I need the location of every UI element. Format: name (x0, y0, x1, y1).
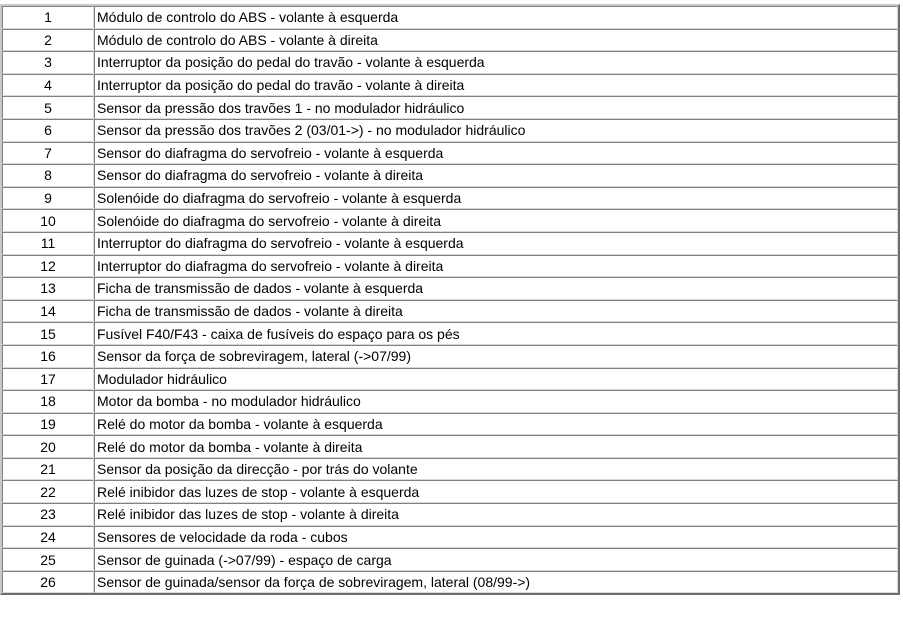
row-description: Interruptor da posição do pedal do travão - volante à esquerda (94, 51, 898, 74)
row-number: 1 (2, 6, 94, 29)
table-row (2, 164, 898, 187)
row-number: 3 (2, 51, 94, 74)
row-description: Interruptor do diafragma do servofreio - volante à direita (94, 255, 898, 278)
row-number: 6 (2, 119, 94, 142)
row-description: Interruptor da posição do pedal do travão - volante à direita (94, 74, 898, 97)
row-number: 21 (2, 458, 94, 481)
table-row (2, 29, 898, 52)
row-description: Relé inibidor das luzes de stop - volante à direita (94, 503, 898, 526)
row-number: 14 (2, 300, 94, 323)
row-description: Interruptor do diafragma do servofreio - volante à esquerda (94, 232, 898, 255)
row-description: Relé inibidor das luzes de stop - volante à esquerda (94, 480, 898, 503)
row-number: 15 (2, 322, 94, 345)
table-row (2, 322, 898, 345)
row-description: Modulador hidráulico (94, 368, 898, 391)
row-description: Solenóide do diafragma do servofreio - volante à esquerda (94, 187, 898, 210)
table-row (2, 277, 898, 300)
table-row (2, 232, 898, 255)
row-description: Sensor da posição da direcção - por trás do volante (94, 458, 898, 481)
row-number: 10 (2, 209, 94, 232)
table-row (2, 187, 898, 210)
row-description: Relé do motor da bomba - volante à direita (94, 435, 898, 458)
row-description: Sensor do diafragma do servofreio - volante à esquerda (94, 142, 898, 165)
table-row (2, 458, 898, 481)
row-number: 8 (2, 164, 94, 187)
row-description: Sensor de guinada (->07/99) - espaço de carga (94, 548, 898, 571)
table-row (2, 503, 898, 526)
row-description: Motor da bomba - no modulador hidráulico (94, 390, 898, 413)
row-number: 16 (2, 345, 94, 368)
table-row (2, 96, 898, 119)
row-number: 7 (2, 142, 94, 165)
component-legend-table (0, 4, 900, 595)
row-description: Sensor de guinada/sensor da força de sobreviragem, lateral (08/99->) (94, 571, 898, 594)
row-number: 2 (2, 29, 94, 52)
table-row (2, 142, 898, 165)
table-row (2, 300, 898, 323)
table-row (2, 548, 898, 571)
row-description: Sensor da pressão dos travões 1 - no modulador hidráulico (94, 96, 898, 119)
row-description: Fusível F40/F43 - caixa de fusíveis do espaço para os pés (94, 322, 898, 345)
table-row (2, 368, 898, 391)
row-number: 20 (2, 435, 94, 458)
row-description: Ficha de transmissão de dados - volante à direita (94, 300, 898, 323)
row-description: Ficha de transmissão de dados - volante à esquerda (94, 277, 898, 300)
row-number: 9 (2, 187, 94, 210)
row-description: Sensor do diafragma do servofreio - volante à direita (94, 164, 898, 187)
row-number: 24 (2, 526, 94, 549)
row-number: 12 (2, 255, 94, 278)
row-number: 11 (2, 232, 94, 255)
legend-table-body (2, 6, 898, 593)
row-number: 26 (2, 571, 94, 594)
table-row (2, 345, 898, 368)
row-number: 18 (2, 390, 94, 413)
row-number: 4 (2, 74, 94, 97)
table-row (2, 51, 898, 74)
row-description: Sensor da pressão dos travões 2 (03/01->) - no modulador hidráulico (94, 119, 898, 142)
table-row (2, 119, 898, 142)
row-description: Relé do motor da bomba - volante à esquerda (94, 413, 898, 436)
row-description: Módulo de controlo do ABS - volante à esquerda (94, 6, 898, 29)
row-number: 22 (2, 480, 94, 503)
table-row (2, 390, 898, 413)
row-description: Módulo de controlo do ABS - volante à direita (94, 29, 898, 52)
row-number: 5 (2, 96, 94, 119)
table-row (2, 209, 898, 232)
table-row (2, 74, 898, 97)
table-row (2, 571, 898, 594)
row-description: Solenóide do diafragma do servofreio - volante à direita (94, 209, 898, 232)
row-description: Sensor da força de sobreviragem, lateral (->07/99) (94, 345, 898, 368)
row-number: 23 (2, 503, 94, 526)
table-row (2, 413, 898, 436)
row-number: 13 (2, 277, 94, 300)
table-row (2, 6, 898, 29)
table-row (2, 526, 898, 549)
row-number: 19 (2, 413, 94, 436)
table-row (2, 255, 898, 278)
row-number: 17 (2, 368, 94, 391)
row-number: 25 (2, 548, 94, 571)
table-row (2, 435, 898, 458)
table-row (2, 480, 898, 503)
row-description: Sensores de velocidade da roda - cubos (94, 526, 898, 549)
